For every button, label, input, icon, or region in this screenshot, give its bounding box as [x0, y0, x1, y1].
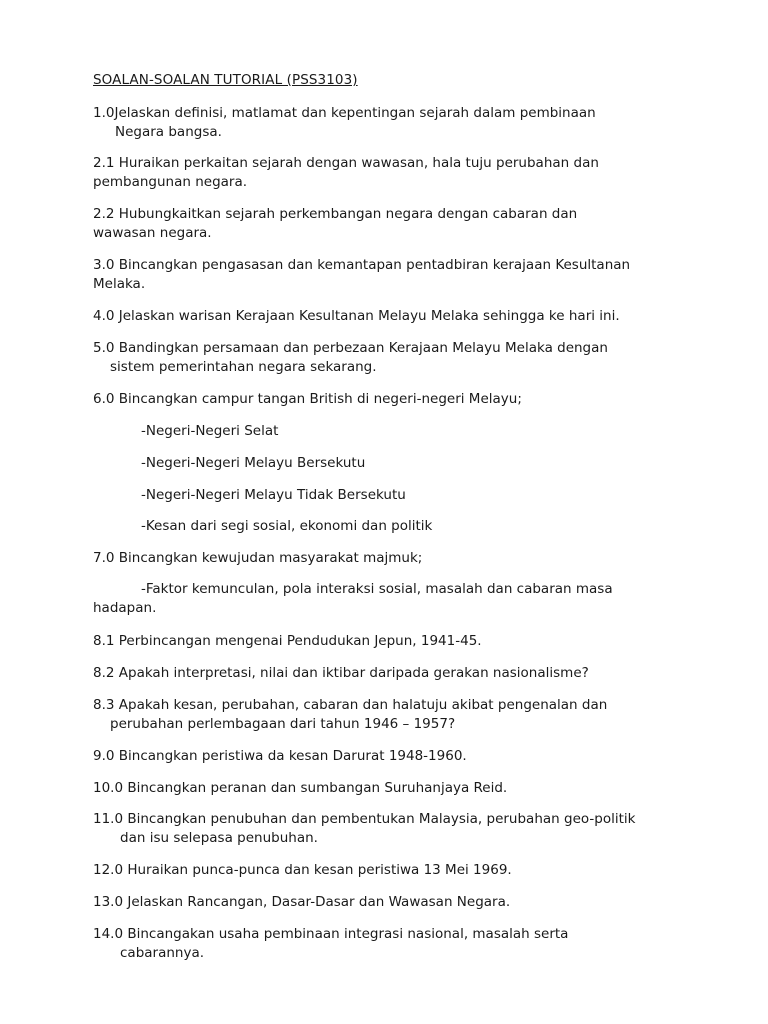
question-text: 12.0 Huraikan punca-punca dan kesan peristiwa 13 Mei 1969. [93, 862, 512, 878]
question-text: 8.1 Perbincangan mengenai Pendudukan Jepun, 1941-45. [93, 633, 482, 649]
question-text: 11.0 Bincangkan penubuhan dan pembentukan Malaysia, perubahan geo-politik [93, 811, 636, 827]
question-text: 2.2 Hubungkaitkan sejarah perkembangan negara dengan cabaran dan [93, 206, 578, 222]
question-text: 5.0 Bandingkan persamaan dan perbezaan Kerajaan Melayu Melaka dengan [93, 340, 608, 356]
question-text: 1.0Jelaskan definisi, matlamat dan kepentingan sejarah dalam pembinaan [93, 105, 596, 121]
question-10-0 [93, 779, 683, 798]
question-text: 6.0 Bincangkan campur tangan British di negeri-negeri Melayu; [93, 391, 522, 407]
question-8-1 [93, 632, 683, 651]
sub-point-text-continued: hadapan. [93, 600, 157, 616]
question-6-0 [93, 390, 683, 409]
question-3-0 [93, 256, 683, 294]
question-text-continued: perubahan perlembagaan dari tahun 1946 – 1957? [110, 716, 456, 732]
question-11-0 [93, 810, 683, 848]
question-text-continued: dan isu selepasa penubuhan. [120, 830, 318, 846]
question-text-continued: sistem pemerintahan negara sekarang. [110, 359, 377, 375]
document-title: SOALAN-SOALAN TUTORIAL (PSS3103) [93, 72, 358, 88]
sub-point-negeri-selat: -Negeri-Negeri Selat [141, 423, 279, 439]
question-text: 8.3 Apakah kesan, perubahan, cabaran dan halatuju akibat pengenalan dan [93, 697, 608, 713]
question-text-continued: pembangunan negara. [93, 174, 248, 190]
question-14-0 [93, 925, 683, 963]
question-7-0 [93, 549, 683, 568]
question-text: 3.0 Bincangkan pengasasan dan kemantapan pentadbiran kerajaan Kesultanan [93, 257, 631, 273]
sub-point-kesan: -Kesan dari segi sosial, ekonomi dan politik [141, 518, 433, 534]
question-4-0 [93, 307, 683, 326]
question-1-0 [93, 104, 683, 142]
question-text: 4.0 Jelaskan warisan Kerajaan Kesultanan Melayu Melaka sehingga ke hari ini. [93, 308, 620, 324]
question-text: 9.0 Bincangkan peristiwa da kesan Darurat 1948-1960. [93, 748, 467, 764]
question-text: 13.0 Jelaskan Rancangan, Dasar-Dasar dan Wawasan Negara. [93, 894, 511, 910]
question-text: 10.0 Bincangkan peranan dan sumbangan Suruhanjaya Reid. [93, 780, 508, 796]
sub-point-melayu-bersekutu: -Negeri-Negeri Melayu Bersekutu [141, 455, 366, 471]
question-text: 7.0 Bincangkan kewujudan masyarakat majmuk; [93, 550, 423, 566]
question-13-0 [93, 893, 683, 912]
question-5-0 [93, 339, 683, 377]
question-text: 2.1 Huraikan perkaitan sejarah dengan wawasan, hala tuju perubahan dan [93, 155, 599, 171]
sub-point-melayu-tidak-bersekutu: -Negeri-Negeri Melayu Tidak Bersekutu [141, 487, 406, 503]
question-text-continued: wawasan negara. [93, 225, 212, 241]
sub-point-faktor [93, 580, 683, 618]
question-text-continued: Melaka. [93, 276, 146, 292]
question-8-2 [93, 664, 683, 683]
question-text-continued: Negara bangsa. [115, 124, 222, 140]
question-text: 8.2 Apakah interpretasi, nilai dan iktibar daripada gerakan nasionalisme? [93, 665, 589, 681]
question-9-0 [93, 747, 683, 766]
question-2-2 [93, 205, 683, 243]
question-12-0 [93, 861, 683, 880]
sub-point-text: -Faktor kemunculan, pola interaksi sosial, masalah dan cabaran masa [141, 581, 613, 597]
question-text: 14.0 Bincangakan usaha pembinaan integrasi nasional, masalah serta [93, 926, 569, 942]
question-2-1 [93, 154, 683, 192]
question-8-3 [93, 696, 683, 734]
question-text-continued: cabarannya. [120, 945, 205, 961]
